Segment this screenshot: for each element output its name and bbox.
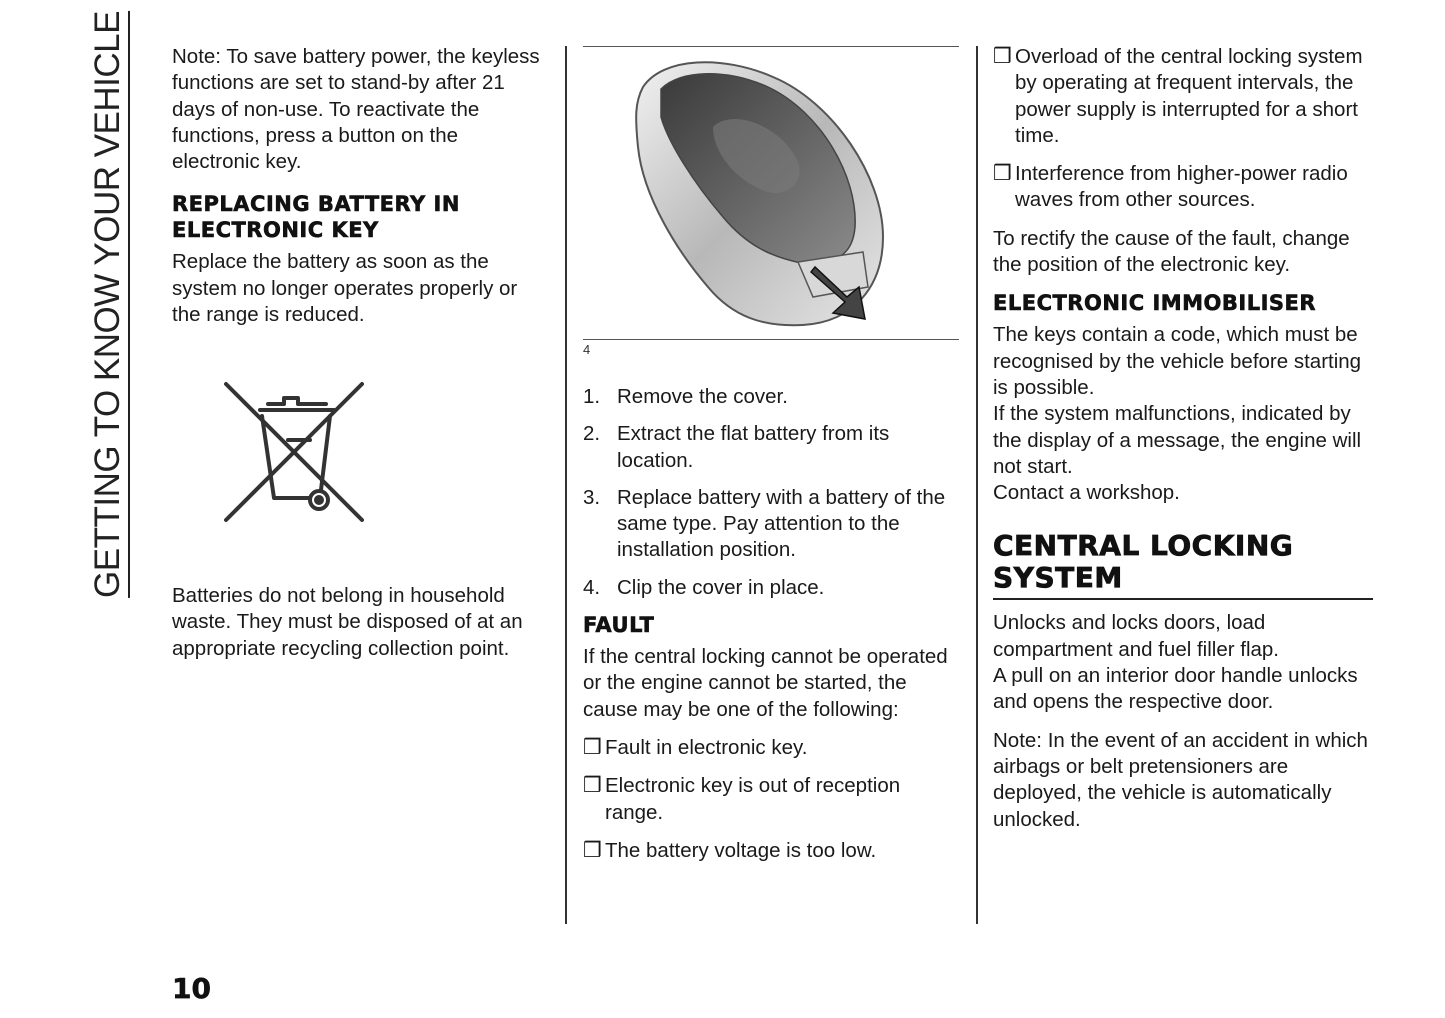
column-1 — [172, 44, 544, 340]
checkbox-bullet-icon: ❒ — [993, 45, 1012, 68]
battery-steps-list — [583, 384, 960, 601]
checkbox-bullet-icon: ❒ — [993, 162, 1012, 186]
checkbox-bullet-icon: ❒ — [583, 735, 602, 759]
step-number: 3. — [583, 485, 601, 509]
list-item — [583, 773, 960, 826]
list-item — [583, 575, 960, 601]
checkbox-bullet-icon: ❒ — [583, 774, 602, 798]
chapter-title-text: GETTING TO KNOW YOUR VEHICLE — [88, 11, 130, 598]
immobiliser-p2: If the system malfunctions, indicated by the display of a message, the engine will not start. — [993, 402, 1362, 478]
replacing-battery-heading: REPLACING BATTERY IN ELECTRONIC KEY — [172, 192, 460, 243]
chapter-side-title — [88, 11, 128, 598]
column-1-lower — [172, 583, 544, 674]
figure-number: 4 — [583, 342, 591, 357]
column-divider-right — [976, 46, 978, 924]
immobiliser-p3: Contact a workshop. — [993, 481, 1180, 505]
list-item — [583, 384, 960, 410]
note-label: Note: — [172, 45, 221, 68]
immobiliser-p1: The keys contain a code, which must be recognised by the vehicle before starting is possible. — [993, 323, 1362, 399]
step-number: 2. — [583, 422, 601, 446]
column-3 — [993, 44, 1373, 845]
step-text: Extract the flat battery from its location. — [617, 422, 890, 472]
fault-heading: FAULT — [583, 613, 655, 638]
fault-item-text: Electronic key is out of reception range. — [605, 774, 901, 824]
fault-item-text: The battery voltage is too low. — [605, 838, 877, 862]
step-number: 1. — [583, 385, 601, 408]
disposal-text: Batteries do not belong in household waste. They must be disposed of at an appropriate recycling collection point. — [172, 584, 523, 660]
step-text: Remove the cover. — [617, 385, 788, 408]
note-label: Note: — [993, 728, 1042, 752]
step-text: Clip the cover in place. — [617, 575, 825, 599]
fault-item-text: Fault in electronic key. — [605, 735, 808, 759]
central-locking-heading: CENTRAL LOCKING SYSTEM — [993, 530, 1373, 600]
column-2 — [583, 384, 960, 876]
step-text: Replace battery with a battery of the same type. Pay attention to the installation position. — [617, 485, 946, 562]
fault-intro: If the central locking cannot be operated or the engine cannot be started, the cause may be one of the following: — [583, 645, 948, 721]
central-p2: A pull on an interior door handle unlocks and opens the respective door. — [993, 664, 1358, 714]
fault-item-text: Overload of the central locking system by operating at frequent intervals, the power supply is interrupted for a short time. — [1015, 45, 1363, 147]
list-item — [583, 838, 960, 864]
step-number: 4. — [583, 575, 601, 599]
figure-key — [583, 46, 959, 340]
note-text: To save battery power, the keyless functions are set to stand-by after 21 days of non-use. To reactivate the functions, press a button on the electronic key. — [172, 45, 540, 174]
checkbox-bullet-icon: ❒ — [583, 838, 602, 862]
central-note — [993, 728, 1373, 833]
list-item — [583, 485, 960, 564]
fault-item-text: Interference from higher-power radio waves from other sources. — [1015, 162, 1348, 212]
list-item — [583, 421, 960, 474]
column-divider-left — [565, 46, 567, 924]
list-item — [993, 44, 1373, 149]
rectify-text: To rectify the cause of the fault, change the position of the electronic key. — [993, 226, 1350, 277]
note-text: In the event of an accident in which airbags or belt pretensioners are deployed, the vehicle is automatically unlocked. — [993, 728, 1368, 831]
crossed-out-wheelie-bin-icon — [222, 380, 367, 525]
replacing-battery-intro: Replace the battery as soon as the system no longer operates properly or the range is reduced. — [172, 250, 518, 327]
battery-note — [172, 44, 544, 175]
central-p1: Unlocks and locks doors, load compartment and fuel filler flap. — [993, 611, 1279, 661]
immobiliser-heading: ELECTRONIC IMMOBILISER — [993, 291, 1317, 316]
list-item — [583, 735, 960, 761]
electronic-key-cover-arrow-icon — [583, 47, 959, 339]
list-item — [993, 161, 1373, 214]
page-number: 10 — [172, 972, 211, 1005]
